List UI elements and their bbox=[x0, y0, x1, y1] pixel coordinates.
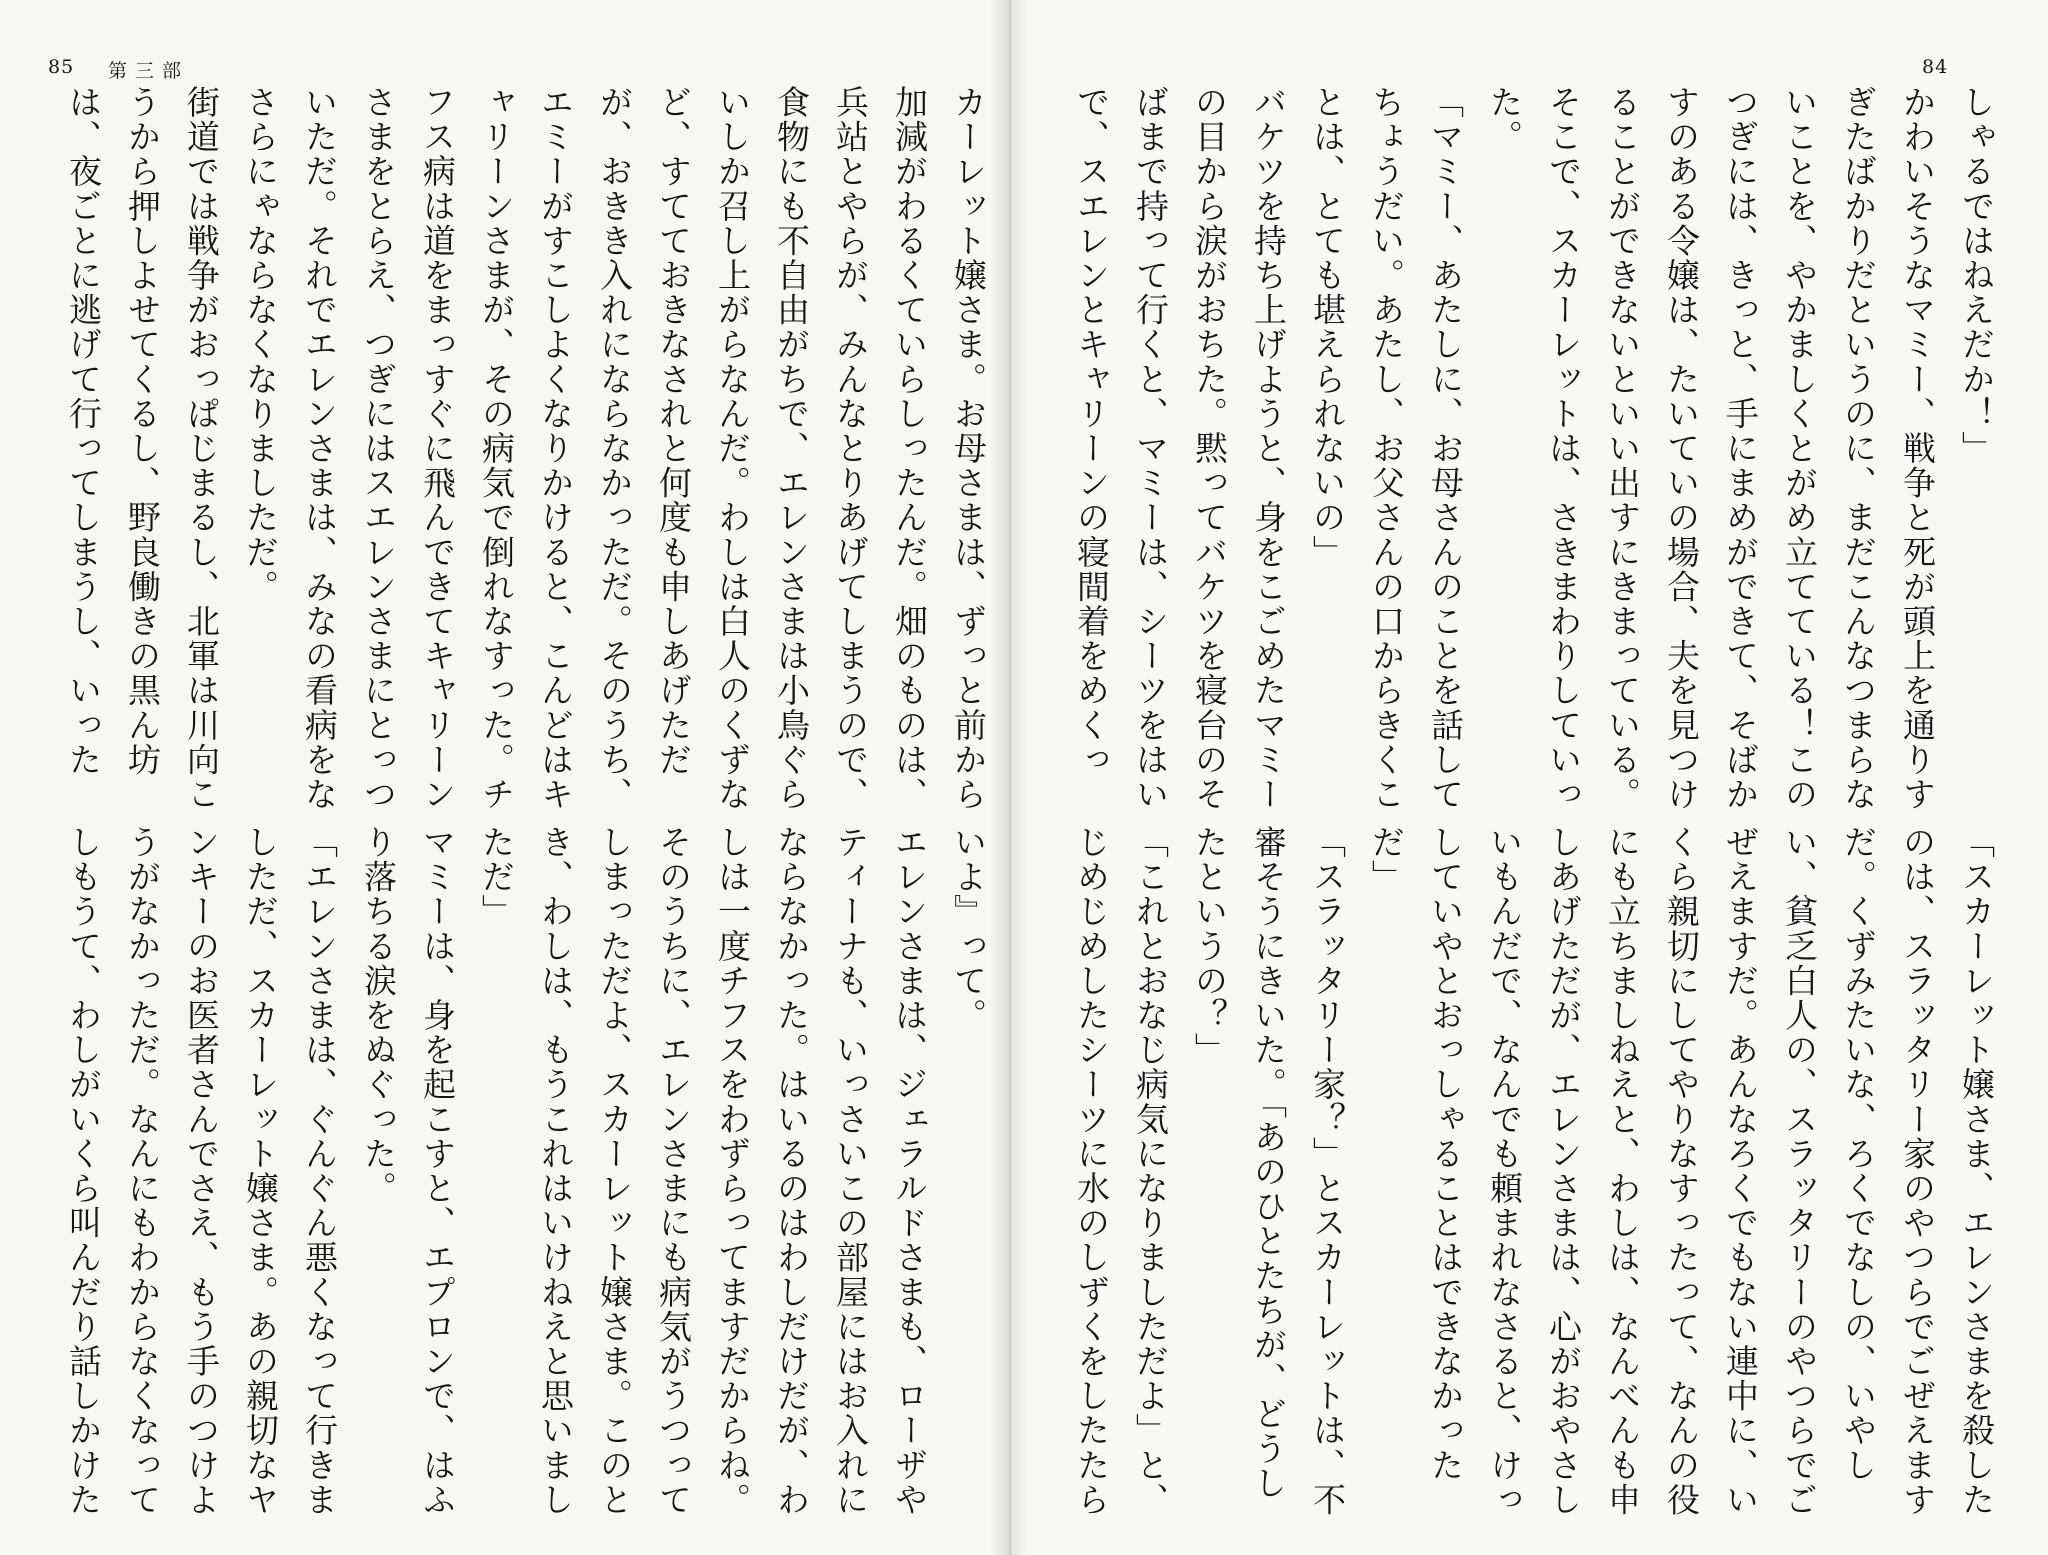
right-page bbox=[1010, 0, 2048, 1555]
page-number: 85 bbox=[48, 56, 75, 78]
text-block-upper: カーレット嬢さま。お母さまは、ずっと前から加減がわるくていらしったんだ。畑のものは、兵站とやらが、みんなとりあげてしまうので、食物にも不自由がちで、エレンさまは小鳥ぐらいしか召し上がらなんだ。わしは白人のくずなど、すてておきなされと何度も申しあげただが、おきき入れにならなかっただ。そのうち、エミーがすこしよくなりかけると、こんどはキャリーンさまが、その病気で倒れなすった。チフス病は道をまっすぐに飛んできてキャリーンさまをとらえ、つぎにはスエレンさまにとっついただ。それでエレンさまは、みなの看病をなさらにゃならなくなりましただ。 街道では戦争がおっぱじまるし、北軍は川向こうから押しよせてくるし、野良働きの黒ん坊は、夜ごとに逃げて行ってしまうし、いった bbox=[64, 85, 988, 812]
text-block-lower: いよ』って。 エレンさまは、ジェラルドさまも、ローザやティーナも、いっさいこの部屋にはお入れにならなかった。はいるのはわしだけだが、わしは一度チフスをわずらってますだからね。そのうちに、エレンさまにも病気がうつってしまっただよ、スカーレット嬢さま。このとき、わしは、もうこれはいけねえと思いましただ」 マミーは、身を起こすと、エプロンで、はふり落ちる涙をぬぐった。 「エレンさまは、ぐんぐん悪くなって行きましただ、スカーレット嬢さま。あの親切なヤンキーのお医者さんでさえ、もう手のつけようがなかっただ。なんにもわからなくなってしもうて、わしがいくら叫んだり話しかけた bbox=[64, 825, 988, 1517]
left-page bbox=[0, 0, 1010, 1555]
text-block-upper: しゃるではねえだか！」 かわいそうなマミー、戦争と死が頭上を通りすぎたばかりだというのに、まだこんなつまらないことを、やかましくとがめ立てている！このつぎには、きっと、手にまめができて、そばかすのある令嬢は、たいていの場合、夫を見つけることができないといい出すにきまっている。そこで、スカーレットは、さきまわりしていった。 「マミー、あたしに、お母さんのことを話してちょうだい。あたし、お父さんの口からきくことは、とても堪えられないの」 バケツを持ち上げようと、身をこごめたマミーの目から涙がおちた。黙ってバケツを寝台のそばまで持って行くと、マミーは、シーツをはいで、スエレンとキャリーンの寝間着をめくっ bbox=[1072, 85, 1996, 812]
chapter-title: 第三部 bbox=[108, 60, 190, 82]
page-number: 84 bbox=[1922, 56, 1949, 78]
text-block-lower: 「スカーレット嬢さま、エレンさまを殺したのは、スラッタリー家のやつらでごぜえますだ。くずみたいな、ろくでなしの、いやしい、貧乏白人の、スラッタリーのやつらでごぜえますだ。あんなろくでもない連中に、いくら親切にしてやりなすったって、なんの役にも立ちましねえと、わしは、なんべんも申しあげただが、エレンさまは、心がおやさしいもんだで、なんでも頼まれなさると、けっしていやとおっしゃることはできなかっただ」 「スラッタリー家？」とスカーレットは、不審そうにきいた。「あのひとたちが、どうしたというの？」 「これとおなじ病気になりましただよ」と、じめじめしたシーツに水のしずくをしたたら bbox=[1072, 825, 1996, 1517]
